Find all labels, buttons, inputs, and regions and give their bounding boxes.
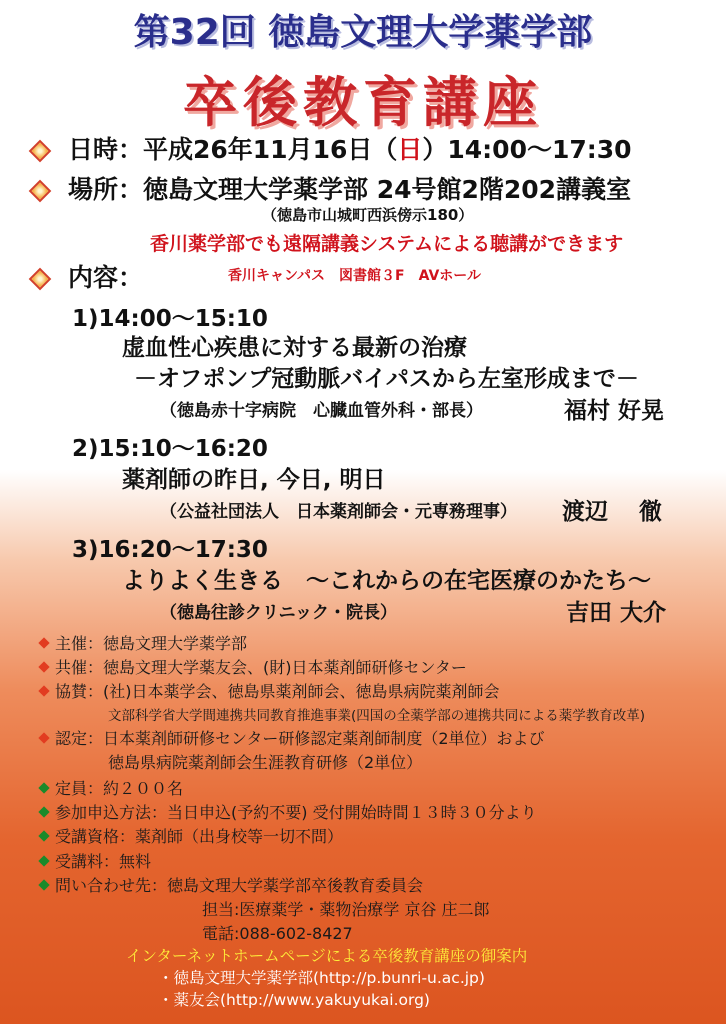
place-address: （徳島市山城町西浜傍示180） <box>262 206 474 224</box>
diamond-bullet-icon <box>29 180 52 203</box>
lecture-1-speaker: 福村 好晃 <box>564 398 665 424</box>
lecture-2-speaker: 渡辺 徹 <box>562 499 663 525</box>
remote-notice: 香川薬学部でも遠隔講義システムによる聴講ができます <box>150 233 624 255</box>
green-diamond-icon <box>38 806 49 817</box>
contact-person: 担当:医療薬学・薬物治療学 京谷 庄二郎 <box>202 900 490 919</box>
diamond-bullet-icon <box>29 140 52 163</box>
green-diamond-icon <box>38 782 49 793</box>
accreditation-line <box>40 726 545 749</box>
capacity-text: 定員：約２００名 <box>55 779 184 798</box>
red-diamond-icon <box>38 685 49 696</box>
lecture-1-title: 虚血性心疾患に対する最新の治療 <box>122 335 467 361</box>
page-title: 卒後教育講座 <box>183 71 543 134</box>
contact-text: 問い合わせ先：徳島文理大学薬学部卒後教育委員会 <box>55 876 424 895</box>
sponsor-text: 協賛：(社)日本薬学会、徳島県薬剤師会、徳島県病院薬剤師会 <box>55 682 500 701</box>
application-text: 参加申込方法：当日申込(予約不要) 受付開始時間１３時３０分より <box>55 803 537 822</box>
green-diamond-icon <box>38 855 49 866</box>
sponsor-line-2: 文部科学省大学間連携共同教育推進事業(四国の全薬学部の連携共同による薬学教育改革) <box>108 708 646 724</box>
web-link-faculty[interactable]: ・徳島文理大学薬学部(http://p.bunri-u.ac.jp) <box>158 969 485 987</box>
lecture-2-time: 2)15:10～16:20 <box>72 436 268 462</box>
lecture-2-title: 薬剤師の昨日, 今日, 明日 <box>122 467 386 493</box>
place-line <box>32 170 631 206</box>
lecture-3-speaker: 吉田 大介 <box>566 600 667 626</box>
red-diamond-icon <box>38 732 49 743</box>
capacity-line <box>40 776 183 799</box>
web-link-alumni[interactable]: ・薬友会(http://www.yakuyukai.org) <box>158 991 430 1009</box>
diamond-bullet-icon <box>29 268 52 291</box>
eligibility-line <box>40 824 343 847</box>
event-series-title: 第32回 徳島文理大学薬学部 <box>133 12 593 53</box>
contact-line <box>40 873 423 896</box>
application-line <box>40 800 537 823</box>
red-diamond-icon <box>38 637 49 648</box>
date-line <box>32 130 632 166</box>
lecture-1-subtitle: －オフポンプ冠動脈バイパスから左室形成まで－ <box>134 366 639 392</box>
lecture-3-affiliation: （徳島往診クリニック・院長） <box>160 603 397 623</box>
accreditation-text: 認定：日本薬剤師研修センター研修認定薬剤師制度（2単位）および <box>55 729 545 748</box>
accreditation-line-2: 徳島県病院薬剤師会生涯教育研修（2単位） <box>108 753 423 772</box>
red-diamond-icon <box>38 661 49 672</box>
fee-text: 受講料：無料 <box>55 852 152 871</box>
date-time: ）14:00～17:30 <box>422 135 632 164</box>
web-heading: インターネットホームページによる卒後教育講座の御案内 <box>126 947 528 965</box>
sponsor-line <box>40 679 500 702</box>
cohost-line <box>40 655 467 678</box>
fee-line <box>40 849 151 872</box>
date-label: 日時：平成26年11月16日（ <box>68 135 398 164</box>
lecture-1-time: 1)14:00～15:10 <box>72 306 268 332</box>
contact-phone: 電話:088-602-8427 <box>202 924 353 943</box>
contents-line <box>32 258 143 294</box>
cohost-text: 共催：徳島文理大学薬友会、(財)日本薬剤師研修センター <box>55 658 467 677</box>
organizer-text: 主催：徳島文理大学薬学部 <box>55 634 248 653</box>
lecture-3-title: よりよく生きる ～これからの在宅医療のかたち～ <box>122 568 651 594</box>
contents-label: 内容： <box>68 263 144 292</box>
organizer-line <box>40 631 247 654</box>
lecture-3-time: 3)16:20～17:30 <box>72 537 268 563</box>
lecture-1-affiliation: （徳島赤十字病院 心臓血管外科・部長） <box>160 401 483 421</box>
remote-venue: 香川キャンパス 図書館３F AVホール <box>228 268 482 284</box>
eligibility-text: 受講資格：薬剤師（出身校等一切不問） <box>55 827 344 846</box>
date-day: 日 <box>397 135 423 164</box>
green-diamond-icon <box>38 879 49 890</box>
green-diamond-icon <box>38 830 49 841</box>
place-label: 場所：徳島文理大学薬学部 24号館2階202講義室 <box>68 175 632 204</box>
lecture-2-affiliation: （公益社団法人 日本薬剤師会・元専務理事） <box>160 502 517 522</box>
